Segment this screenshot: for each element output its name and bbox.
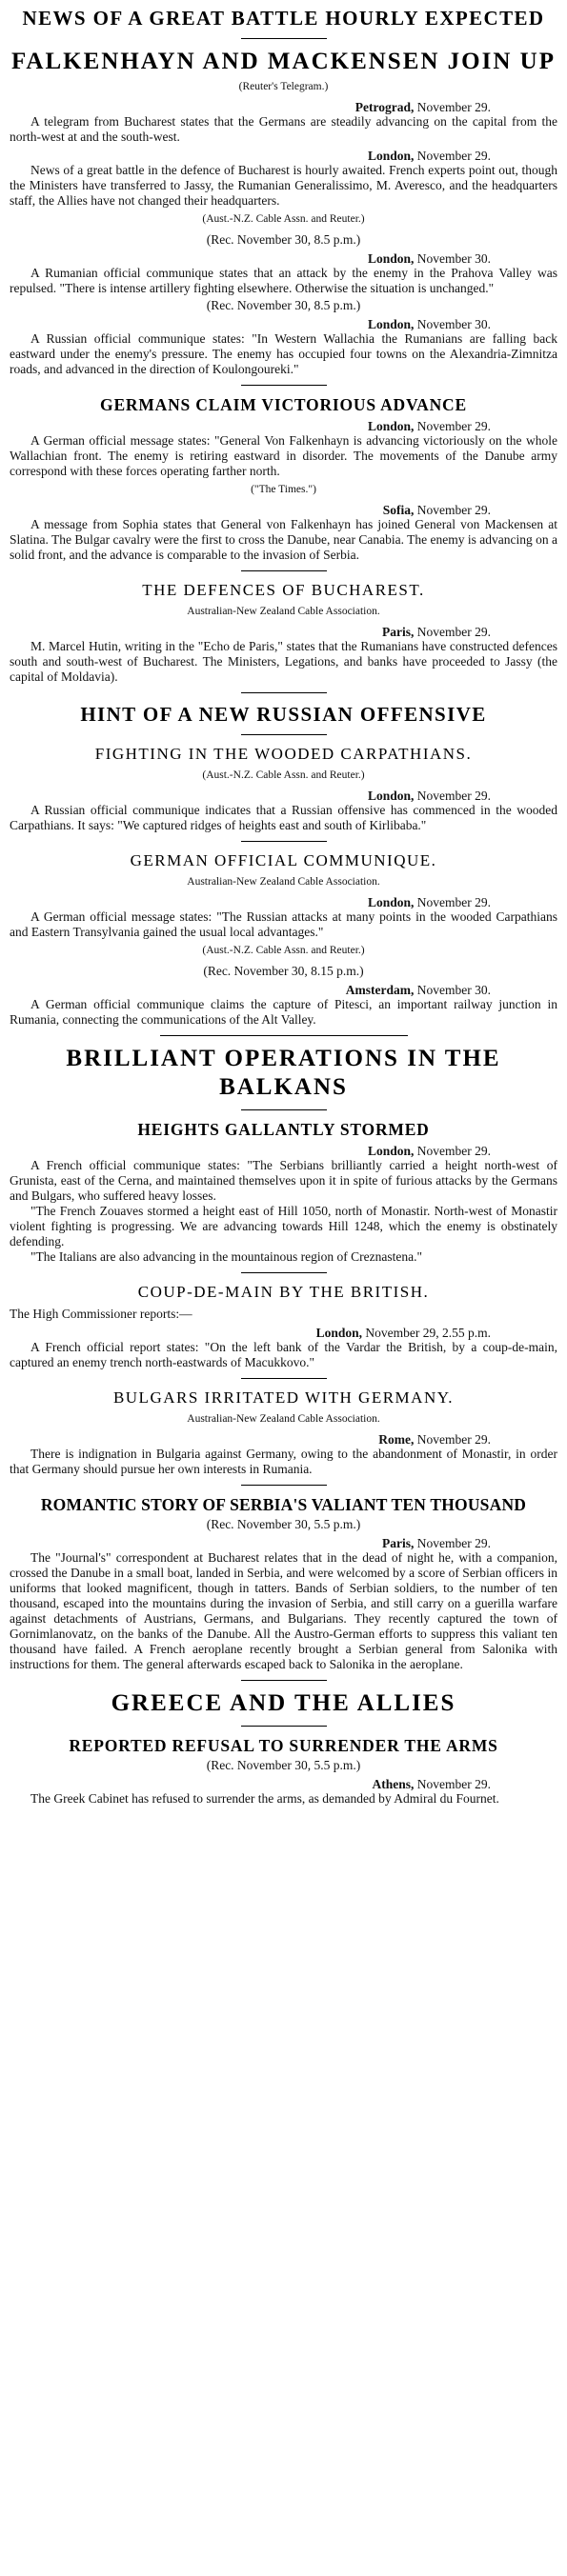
credit-line: (Aust.-N.Z. Cable Assn. and Reuter.) — [202, 769, 365, 781]
dateline — [10, 625, 557, 639]
divider — [241, 1680, 327, 1681]
dateline-date: November 29. — [416, 100, 491, 114]
dateline — [10, 503, 557, 517]
credit-line: (Aust.-N.Z. Cable Assn. and Reuter.) — [202, 945, 365, 956]
paragraph: A French official communique states: "The Serbians brilliantly carried a height north-west of Grunista, east of the Cerna, and maintained themselves upon it in spite of furious attacks by the Germans and Bulgars, who suffered heavy losses. — [10, 1158, 557, 1203]
dateline-date: November 29. — [416, 1432, 491, 1447]
dateline-date: November 29. — [416, 149, 491, 163]
dateline-date: November 29. — [416, 503, 491, 517]
paragraph: A German official message states: "The Russian attacks at many points in the wooded Carpathians and Eastern Transylvania gained the usual local advantages." — [10, 909, 557, 939]
paragraph: There is indignation in Bulgaria against Germany, owing to the abandonment of Monastir, in order that Germany should pursue her own interests in Rumania. — [10, 1447, 557, 1476]
dateline-place: London, — [367, 419, 415, 433]
headline-great-battle: NEWS OF A GREAT BATTLE HOURLY EXPECTED — [22, 7, 545, 30]
credit-line: ("The Times.") — [251, 484, 316, 495]
dateline — [10, 100, 557, 114]
paragraph: M. Marcel Hutin, writing in the "Echo de Paris," states that the Rumanians have constructed defences south and south-west of Bucharest. The Ministers, Legations, and banks have proceeded to Jassy (the capital of Moldavia). — [10, 639, 557, 684]
divider — [241, 385, 327, 386]
paragraph: "The French Zouaves stormed a height east of Hill 1050, north of Monastir. North-west of Monastir violent fighting is progressing. We are advancing towards Hill 1248, which the enemy is obstinately defending. — [10, 1204, 557, 1248]
paragraph: The "Journal's" correspondent at Bucharest relates that in the dead of night he, with a companion, crossed the Danube in a small boat, landed in Serbia, and were welcomed by a score of Serbian officers in uniforms that looked magnificent, though in tatters. Bands of Serbian soldiers, to the number of ten thousand, escaped into the mountains during the invasion of Serbia, and still carry on a guerilla warfare against detachments of Austrians, Germans, and Bulgarians. They recently captured the town of Gornimlanovatz, on the banks of the Danube. All the Austro-German efforts to suppress this valiant ten thousand have failed. A French aeroplane recently brought a Serbian general from Salonika with instructions for them. The general afterwards escaped back to Salonika in the aeroplane. — [10, 1550, 557, 1671]
newspaper-column — [10, 0, 557, 1807]
dateline-date: November 29, 2.55 p.m. — [365, 1326, 491, 1340]
paragraph: A telegram from Bucharest states that the Germans are steadily advancing on the capital from the north-west at and the south-west. — [10, 114, 557, 144]
divider — [241, 38, 327, 39]
headline-greece-allies: GREECE AND THE ALLIES — [111, 1690, 456, 1716]
dateline — [10, 895, 557, 909]
intro-line: The High Commissioner reports:— — [10, 1307, 192, 1321]
dateline — [10, 1536, 557, 1550]
dateline — [10, 419, 557, 433]
divider — [241, 734, 327, 735]
credit-line: (Aust.-N.Z. Cable Assn. and Reuter.) — [202, 213, 365, 225]
received-line: (Rec. November 30, 8.15 p.m.) — [203, 964, 364, 978]
dateline — [10, 983, 557, 997]
paragraph: A French official report states: "On the left bank of the Vardar the British, by a coup-de-main, captured an enemy trench north-eastwards of Macukkovo." — [10, 1340, 557, 1369]
dateline — [10, 1432, 557, 1447]
dateline-place: Sofia, — [382, 503, 415, 517]
paragraph: The Greek Cabinet has refused to surrender the arms, as demanded by Admiral du Fournet. — [30, 1791, 499, 1806]
received-line: (Rec. November 30, 8.5 p.m.) — [206, 298, 361, 312]
dateline — [10, 789, 557, 803]
credit-line: Australian-New Zealand Cable Association. — [187, 876, 380, 888]
headline-coup-de-main: COUP-DE-MAIN BY THE BRITISH. — [137, 1283, 430, 1301]
subhead-wooded-carpathians: FIGHTING IN THE WOODED CARPATHIANS. — [94, 745, 473, 763]
dateline-date: November 30. — [416, 251, 491, 266]
dateline — [10, 1777, 557, 1791]
dateline-date: November 29. — [416, 1144, 491, 1158]
received-line: (Rec. November 30, 5.5 p.m.) — [206, 1517, 361, 1531]
divider — [241, 1272, 327, 1273]
dateline-place: Amsterdam, — [345, 983, 415, 997]
dateline-place: Paris, — [382, 625, 415, 639]
paragraph: A Russian official communique indicates that a Russian offensive has commenced in the wooded Carpathians. It says: "We captured ridges of heights east and south of Kirlibaba." — [10, 803, 557, 832]
dateline-place: Paris, — [382, 1536, 415, 1550]
dateline-date: November 29. — [416, 1536, 491, 1550]
paragraph: A Rumanian official communique states that an attack by the enemy in the Prahova Valley was repulsed. "There is intense artillery fighting elsewhere. Otherwise the situation is unchanged." — [10, 266, 557, 295]
dateline-place: Petrograd, — [354, 100, 415, 114]
dateline-place: London, — [367, 895, 415, 909]
dateline-place: London, — [367, 149, 415, 163]
dateline-date: November 29. — [416, 1777, 491, 1791]
credit-line: Australian-New Zealand Cable Association. — [187, 606, 380, 617]
dateline-date: November 30. — [416, 983, 491, 997]
dateline-date: November 30. — [416, 317, 491, 331]
divider — [160, 1035, 408, 1036]
subhead-falkenhayn-mackensen: FALKENHAYN AND MACKENSEN JOIN UP — [11, 49, 556, 74]
dateline-place: London, — [367, 251, 415, 266]
divider — [241, 841, 327, 842]
dateline-place: London, — [367, 317, 415, 331]
dateline-date: November 29. — [416, 419, 491, 433]
credit-line: Australian-New Zealand Cable Association. — [187, 1413, 380, 1425]
headline-russian-offensive: HINT OF A NEW RUSSIAN OFFENSIVE — [80, 703, 487, 726]
dateline — [10, 1326, 557, 1340]
paragraph: A German official message states: "General Von Falkenhayn is advancing victoriously on the whole Wallachian front. The enemy is retiring eastward in disorder. The movements of the Danube army correspond with these forces operating farther north. — [10, 433, 557, 478]
paragraph: News of a great battle in the defence of Bucharest is hourly awaited. French experts point out, though the Ministers have transferred to Jassy, the Rumanian Generalissimo, M. Averesco, and the headquarters staff, the Allies have not changed their headquarters. — [10, 163, 557, 208]
dateline-place: London, — [315, 1326, 363, 1340]
dateline-date: November 29. — [416, 789, 491, 803]
dateline-place: London, — [367, 789, 415, 803]
paragraph: A message from Sophia states that General von Falkenhayn has joined General von Mackensen at Slatina. The Bulgar cavalry were the first to cross the Danube, near Canabia. The enemy is advancing on a solid front, and the advance is comparable to the invasion of Serbia. — [10, 517, 557, 562]
divider — [241, 1726, 327, 1727]
headline-brilliant-operations: BRILLIANT OPERATIONS IN THE BALKANS — [66, 1046, 501, 1100]
dateline-date: November 29. — [416, 625, 491, 639]
dateline-place: London, — [367, 1144, 415, 1158]
headline-romantic-story: ROMANTIC STORY OF SERBIA'S VALIANT TEN THOUSAND — [40, 1495, 527, 1514]
divider — [241, 1109, 327, 1110]
subhead-refusal-arms: REPORTED REFUSAL TO SURRENDER THE ARMS — [69, 1736, 498, 1755]
headline-bulgars-irritated: BULGARS IRRITATED WITH GERMANY. — [112, 1388, 455, 1407]
credit-line: (Reuter's Telegram.) — [238, 81, 329, 92]
paragraph: "The Italians are also advancing in the mountainous region of Creznastena." — [30, 1249, 423, 1264]
divider — [241, 570, 327, 571]
headline-german-communique: GERMAN OFFICIAL COMMUNIQUE. — [130, 851, 437, 869]
dateline-date: November 29. — [416, 895, 491, 909]
subhead-heights-stormed: HEIGHTS GALLANTLY STORMED — [137, 1120, 430, 1139]
paragraph: A German official communique claims the capture of Pitesci, an important railway junction in Rumania, connecting the communications of the Alt Valley. — [10, 997, 557, 1027]
divider — [241, 1485, 327, 1486]
dateline — [10, 251, 557, 266]
dateline — [10, 1144, 557, 1158]
received-line: (Rec. November 30, 5.5 p.m.) — [206, 1758, 361, 1772]
divider — [241, 692, 327, 693]
headline-germans-claim: GERMANS CLAIM VICTORIOUS ADVANCE — [100, 395, 467, 414]
dateline-place: Athens, — [372, 1777, 415, 1791]
headline-defences-bucharest: THE DEFENCES OF BUCHAREST. — [142, 581, 425, 599]
dateline-place: Rome, — [378, 1432, 415, 1447]
divider — [241, 1378, 327, 1379]
received-line: (Rec. November 30, 8.5 p.m.) — [206, 232, 361, 247]
dateline — [10, 317, 557, 331]
dateline — [10, 149, 557, 163]
paragraph: A Russian official communique states: "In Western Wallachia the Rumanians are falling back eastward under the enemy's pressure. The enemy has occupied four towns on the Alexandria-Zimnitza roads, and advanced in the direction of Koulongoureki." — [10, 331, 557, 376]
